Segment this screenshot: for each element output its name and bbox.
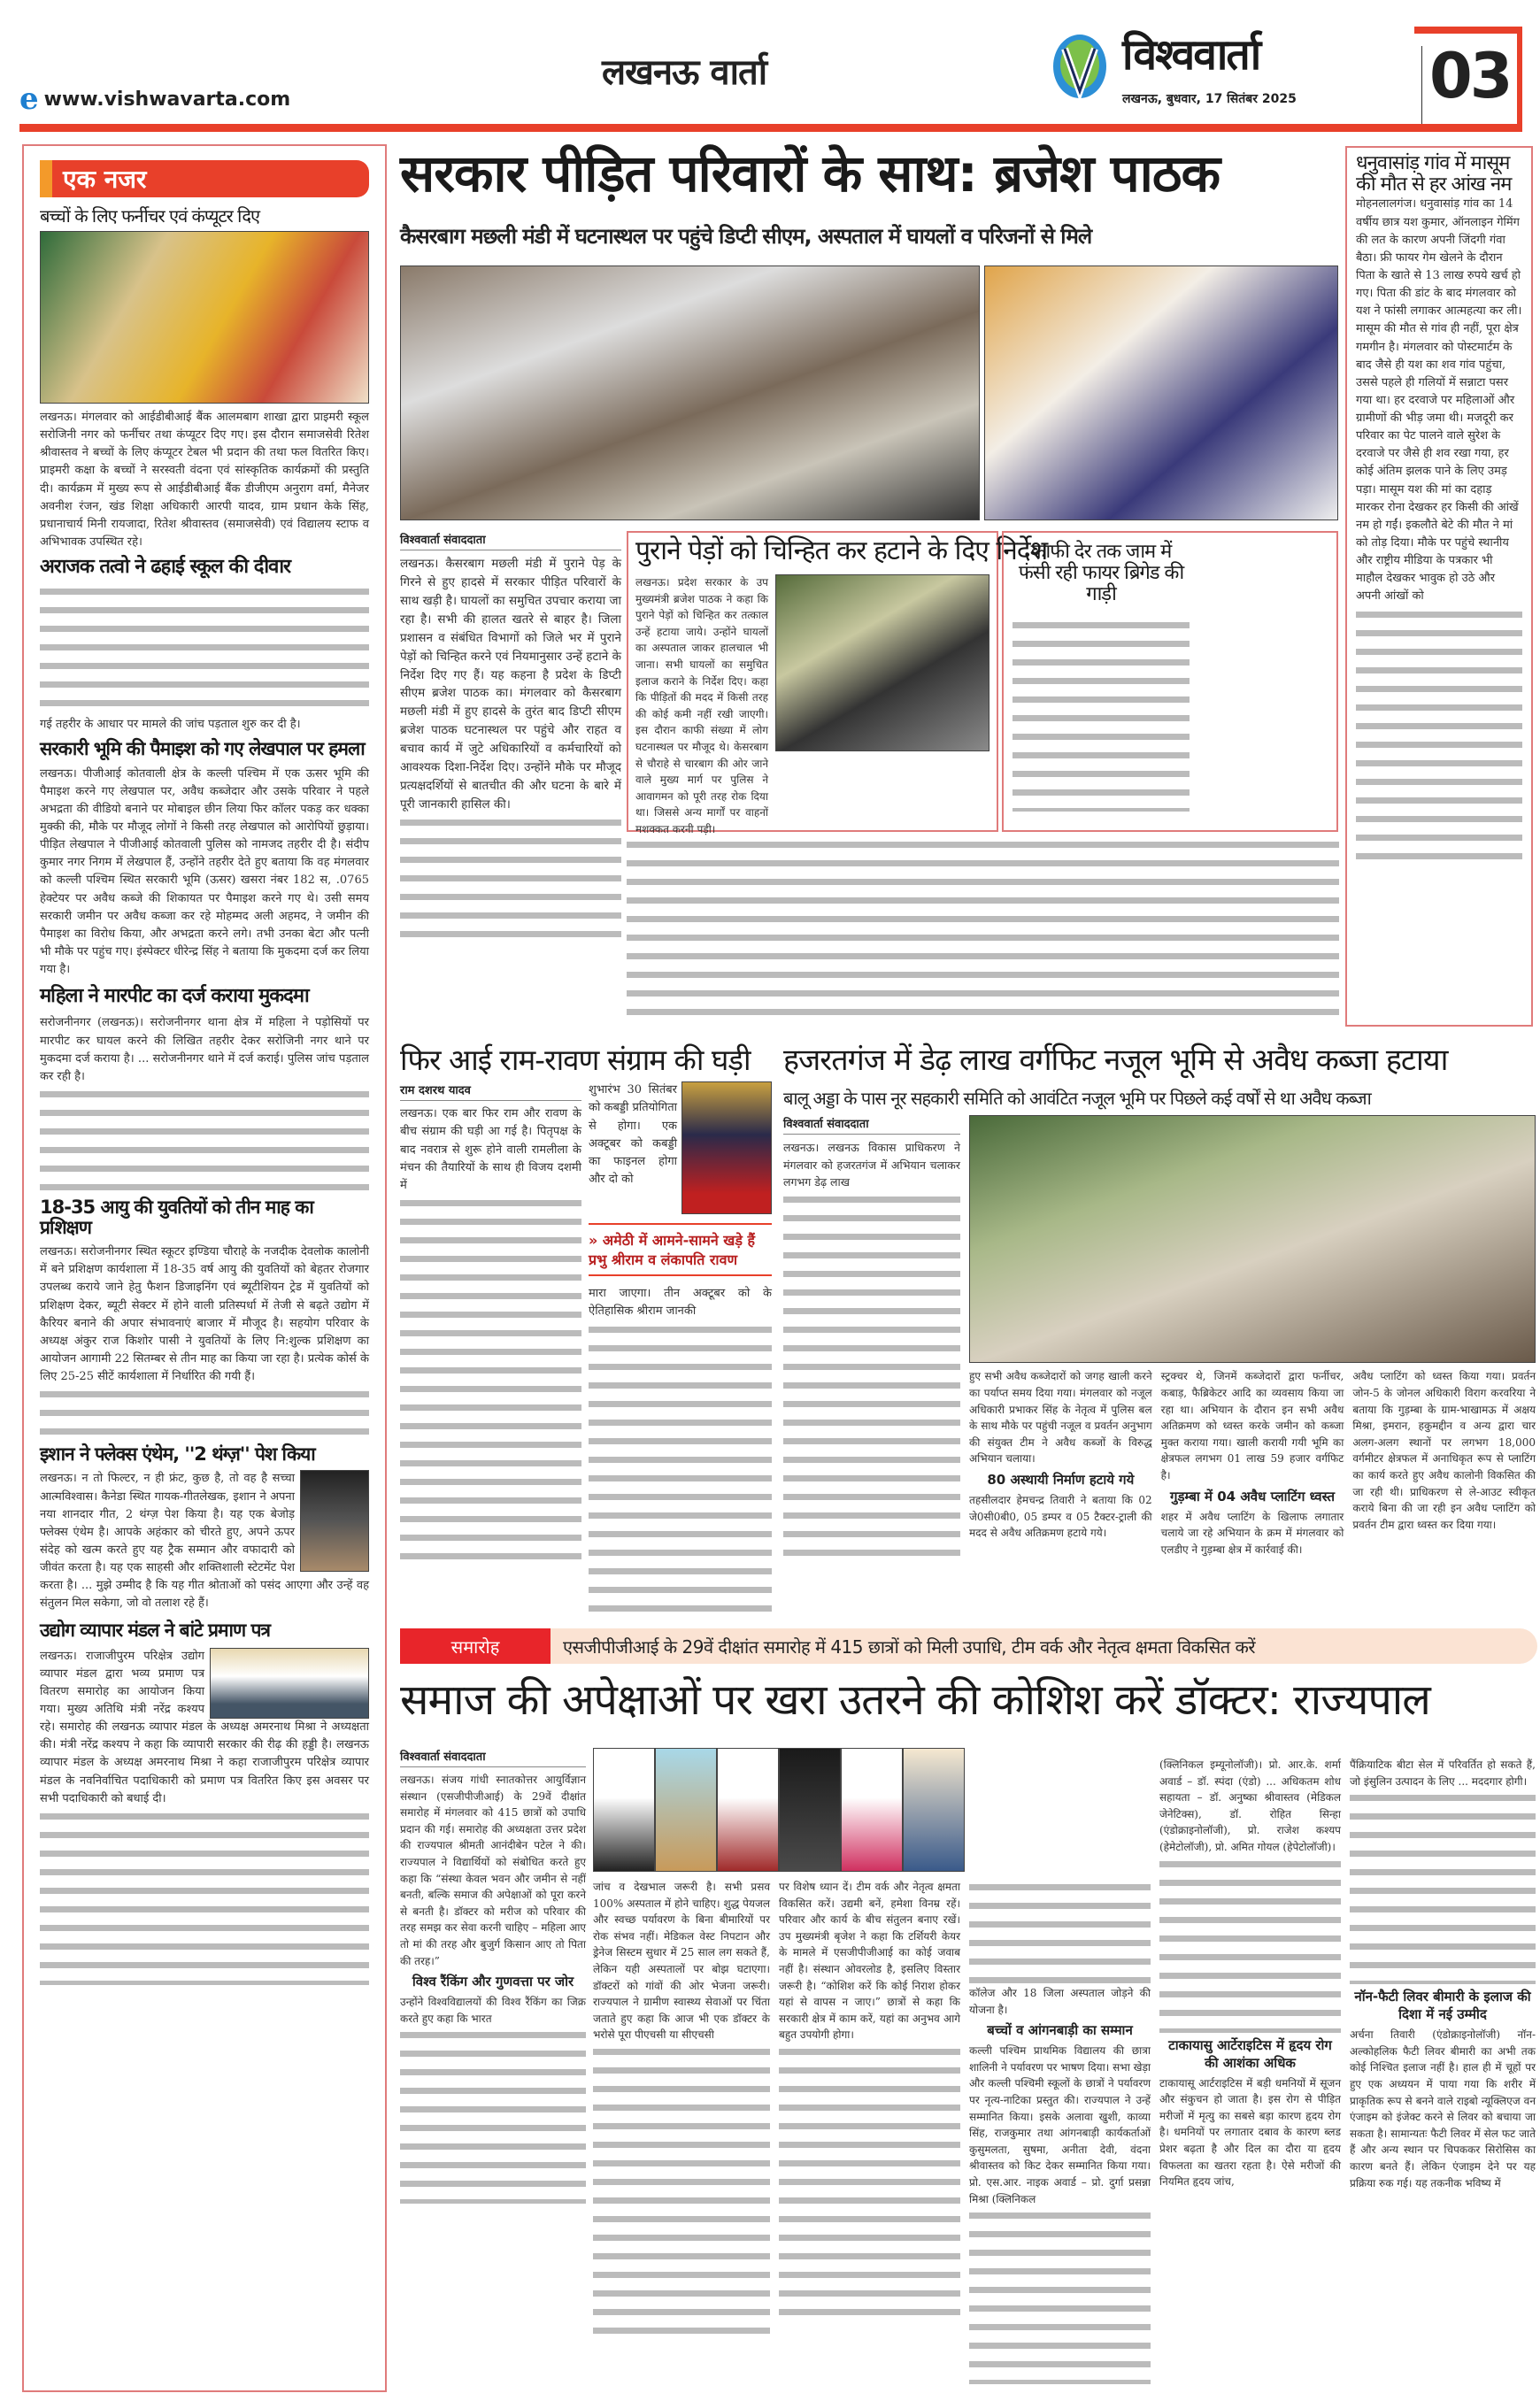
- vyapar-mandal-photo: [210, 1648, 369, 1719]
- article-body: लखनऊ। लखनऊ विकास प्राधिकरण ने मंगलवार को हजरतगंज में अभियान चलाकर लगभग डेढ़ लाख: [783, 1141, 960, 1189]
- arrow-icon: »: [589, 1232, 603, 1250]
- article-body-lines: [627, 836, 1339, 1027]
- byline: विश्ववार्ता संवाददाता: [400, 531, 621, 550]
- article-body-lines: [783, 1191, 960, 1563]
- article-body: हुए सभी अवैध कब्जेदारों को जगह खाली करने का पर्याप्त समय दिया गया। मंगलवार को नजूल अधिकारी प्रभाकर सिंह के नेतृत्व में पुलिस बल के साथ मौके पर पहुंची नजूल व प्रवर्तन अनुभाग की संयुक्त टीम ने अवैध कब्जों के विरुद्ध अभियान चलाया।: [969, 1370, 1152, 1466]
- subheading: 80 अस्थायी निर्माण हटाये गये: [987, 1471, 1135, 1488]
- fire-brigade-box: [1002, 531, 1338, 832]
- article-body-lines: [969, 1879, 1151, 1985]
- article-body-lines: [400, 1195, 581, 1566]
- article-body-lines: [1013, 617, 1190, 812]
- article-body: टाकायासू आर्टराइटिस में बड़ी धमनियों में सूजन और संकुचन हो जाता है। इस रोग से पीड़ित मरीजों में मृत्यु का सबसे बड़ा कारण हृदय रोग है। धमनियों पर लगातार दबाव के कारण ब्लड प्रेशर बढ़ता है और दिल का दौरा या हृदय विफलता का खतरा रहता है। ऐसे मरीजों की नियमित हृदय जांच,: [1159, 2076, 1341, 2189]
- article-body: लखनऊ। मंगलवार को आईडीबीआई बैंक आलमबाग शाखा द्वारा प्राइमरी स्कूल सरोजिनी नगर को फर्नीचर तथा कंप्यूटर दिए गए। इस दौरान समाजसेवी रितेश श्रीवास्तव ने बच्चों के लिए कंप्यूटर टेबल भी प्रदान की तथा फल वितरित किए। प्राइमरी कक्षा के बच्चों ने सरस्वती वंदना एवं सांस्कृतिक कार्यक्रमों की प्रस्तुति दी। कार्यक्रम में मुख्य रूप से आईडीबीआई बैंक डीजीएम अनुराग वर्मा, मैनेजर अवनीश रंजन, खंड शिक्षा अधिकारी आरपी यादव, ग्राम प्रधान केके सिंह, प्रधानाचार्य मिनी रायजादा, रितेश श्रीवास्तव (समाजसेवी) एवं विद्यालय स्टाफ व अभिभावक उपस्थित रहे।: [40, 411, 369, 549]
- subheading: टाकायासु आर्टेराइटिस में हृदय रोग की आशंका अधिक: [1168, 2036, 1332, 2071]
- ek-nazar-column: [22, 144, 387, 2392]
- sgpgi-article: [400, 1748, 1537, 2394]
- graduate-photo: [903, 1748, 965, 1872]
- article-body: गई तहरीर के आधार पर मामले की जांच पड़ताल शुरु कर दी है।: [40, 718, 301, 732]
- website-link[interactable]: [19, 81, 290, 117]
- right-column-box: [1345, 146, 1533, 1027]
- article-body-lines: [40, 1386, 369, 1439]
- page-number: 03: [1429, 40, 1511, 112]
- article-body-lines: [40, 1086, 369, 1192]
- fallen-tree-photo: [775, 574, 989, 751]
- section-title: लखनऊ वार्ता: [602, 52, 767, 93]
- article-body: अवैध प्लाटिंग को ध्वस्त किया गया। प्रवर्तन जोन-5 के जोनल अधिकारी विराग करवरिया ने बताया कि गुड़म्बा के ग्राम-भाखामऊ में अक्षय मिश्रा, इमरान, हकुमद्दीन व अन्य द्वारा चार अलग-अलग स्थानों पर लगभग 18,000 वर्गमीटर क्षेत्रफल में अनाधिकृत रूप से प्लाटिंग का कार्य करते हुए अवैध कालोनी विकसित की जा रही थी। प्राधिकरण से ले-आउट स्वीकृत कराये बिना की जा रही इन अवैध प्लाटिंग को प्रवर्तन टीम द्वारा ध्वस्त कर दिया गया।: [1352, 1370, 1536, 1531]
- dateline: लखनऊ, बुधवार, 17 सितंबर 2025: [1122, 92, 1297, 106]
- trees-box: [627, 531, 1048, 835]
- article-body: मोहनलालगंज। धनुवासांड़ गांव का 14 वर्षीय छात्र यश कुमार, ऑनलाइन गेमिंग की लत के कारण अपनी जिंदगी गंवा बैठा। फ्री फायर गेम खेलने के दौरान पिता के खाते से 13 लाख रुपये खर्च हो गए। पिता की डांट के बाद मंगलवार को यश ने फांसी लगाकर आत्महत्या कर ली। मासूम की मौत से गांव ही नहीं, पूरा क्षेत्र गमगीन है। मंगलवार को पोस्टमार्टम के बाद जैसे ही यश का शव गांव पहुंचा, उससे पहले ही गलियों में सन्नाटा पसर गया था। हर दरवाजे पर महिलाओं और ग्रामीणों की भीड़ जमा थी। मजदूरी कर परिवार का पेट पालने वाले सुरेश के दरवाजे पर जैसे ही शव रखा गया, हर कोई अंतिम झलक पाने के लिए उमड़ पड़ा। मासूम यश की मां का दहाड़ मारकर रोना देखकर हर किसी की आंखें नम हो गईं। इकलौते बेटे की मौत ने मां को तोड़ दिया। मौके पर पहुंचे स्थानीय और राष्ट्रीय मीडिया के पत्रकार भी माहौल देखकर भावुक हो उठे और अपनी आंखों को: [1356, 197, 1522, 604]
- article-body: लखनऊ। संजय गांधी स्नातकोत्तर आयुर्विज्ञान संस्थान (एसजीपीजीआई) के 29वें दीक्षांत समारोह में मंगलवार को 415 छात्रों को उपाधि प्रदान की गई। समारोह की अध्यक्षता उत्तर प्रदेश की राज्यपाल श्रीमती आनंदीबेन पटेल ने की। राज्यपाल ने विद्यार्थियों को संबोधित करते हुए कहा कि “संस्था केवल भवन और जमीन से नहीं बनती, बल्कि समाज की अपेक्षाओं को पूरा करने से बनती है। डॉक्टर को मरीज को परिवार की तरह समझ कर सेवा करनी चाहिए – महिला आए तो मां की तरह और बुजुर्ग किसान आए तो पिता की तरह।”: [400, 1774, 586, 1967]
- article-body: तहसीलदार हेमचन्द्र तिवारी ने बताया कि 02 जे0सी0बी0, 05 डम्पर व 05 टैक्टर-ट्राली की मदद से अवैध अतिक्रमण हटाये गये।: [969, 1493, 1152, 1540]
- hazratganj-headline: हजरतगंज में डेढ़ लाख वर्गफिट नजूल भूमि से अवैध कब्जा हटाया: [783, 1043, 1448, 1078]
- article-body: लखनऊ। कैसरबाग मछली मंडी में पुराने पेड़ के गिरने से हुए हादसे में सरकार पीड़ित परिवारों के साथ खड़ी है। घायलों का समुचित उपचार कराया जा रहा है। सभी की हालत खतरे से बाहर है। जिला प्रशासन व संबंधित विभागों को जिले भर में पुराने पेड़ों को चिन्हित करने एवं नियमानुसार उन्हें हटाने के निर्देश दिए गए हैं। यह कहना है प्रदेश के डिप्टी सीएम ब्रजेश पाठक का। मंगलवार को कैसरबाग मछली मंडी में हुए हादसे के तुरंत बाद डिप्टी सीएम ब्रजेश पाठक घटनास्थल पर पहुंचे और राहत व बचाव कार्य में जुटे अधिकारियों व कर्मचारियों को आवश्यक दिशा-निर्देश दिए। उन्होंने मौके पर मौजूद प्रत्यक्षदर्शियों से बातचीत की और घटना के बारे में पूरी जानकारी हासिल की।: [400, 557, 621, 812]
- paper-logo: [1049, 31, 1111, 102]
- trees-headline: पुराने पेड़ों को चिन्हित कर हटाने के दिए निर्देश: [635, 535, 1048, 566]
- byline: राम दशरथ यादव: [400, 1081, 581, 1101]
- subheading: नॉन-फैटी लिवर बीमारी के इलाज की दिशा में नई उम्मीद: [1354, 1989, 1531, 2023]
- website-url: www.vishwavarta.com: [43, 88, 291, 111]
- article-body: लखनऊ। एक बार फिर राम और रावण के बीच संग्राम की घड़ी आ गई है। पितृपक्ष के बाद नवरात्र से शुरू होने वाली रामलीला के मंचन की तैयारियों के साथ ही विजय दशमी में: [400, 1107, 581, 1192]
- article-body-lines: [400, 2027, 586, 2204]
- article-body: लखनऊ। प्रदेश सरकार के उप मुख्यमंत्री ब्रजेश पाठक ने कहा कि पुराने पेड़ों को चिन्हित कर तत्काल उन्हें हटाया जाये। उन्होंने घायलों का अस्पताल जाकर हालचाल भी जाना। सभी घायलों का समुचित इलाज कराने के निर्देश दिए। कहा कि पीड़ितों की मदद में किसी तरह की कोई कमी नहीं रखी जाएगी। इस दौरान काफी संख्या में लोग घटनास्थल पर मौजूद थे। केसरबाग से चौराहे से चारबाग की ओर जाने वाले मुख्य मार्ग पर पुलिस ने आवागमन को पूरी तरह रोक दिया था। जिससे अन्य मार्गों पर वाहनों मशक्कत करनी पड़ी।: [635, 576, 768, 835]
- article-body: शहर में अवैध प्लाटिंग के खिलाफ लगातार चलाये जा रहे अभियान के क्रम में मंगलवार को एलडीए ने गुड़म्बा क्षेत्र में कार्रवाई की।: [1160, 1510, 1344, 1556]
- article-body-lines: [40, 1808, 369, 1985]
- lead-article: [400, 531, 621, 947]
- article-body-lines: [589, 1321, 772, 1613]
- article-body: लखनऊ। पीजीआई कोतवाली क्षेत्र के कल्ली पश्चिम में एक ऊसर भूमि की पैमाइश करने गए लेखपाल पर, अवैध कब्जेदार और उसके परिवार ने पहले अभद्रता की वीडियो बनाने पर मोबाइल छीन लिया फिर कॉलर पकड़ कर धक्का मुक्की की, मौके पर मौजूद लोगों ने किसी तरह लेखपाल को आरोपियों छुड़ाया। पीड़ित लेखपाल ने पीजीआई कोतवाली पुलिस को नामजद तहरीर दी है। संदीप कुमार नगर निगम में लेखपाल हैं, उन्होंने तहरीर देते हुए बताया कि वह मंगलवार को कल्ली पश्चिम स्थित सरकारी भूमि (ऊसर) खसरा नंबर 182 स, .0765 हेक्टेयर पर अवैध कब्जे की शिकायत पर पैमाइश करने गए थे। उसी समय सरकारी जमीन पर अवैध कब्जा कर रहे मोहम्मद अली अहमद, ने जमीन की पैमाइश का विरोध किया, और अभद्रता करने लगे। तभी उनका बेटा और पत्नी भी मौके पर पहुंच गए। इंस्पेक्टर धीरेन्द्र सिंह ने बताया कि मुकदमा दर्ज कर लिया गया है।: [40, 766, 369, 977]
- article-body: मारा जाएगा। तीन अक्टूबर को के ऐतिहासिक श्रीराम जानकी: [589, 1287, 772, 1319]
- article-body: पर विशेष ध्यान दें। टीम वर्क और नेतृत्व क्षमता विकसित करें। उद्यमी बनें, हमेशा विनम्र रहें। परिवार और कार्य के बीच संतुलन बनाए रखें। उप मुख्यमंत्री बृजेश ने कहा कि टर्शियरी केयर के मामले में एसजीपीजीआई का कोई जवाब नहीं है। संस्थान ओवरलोड है, इसलिए विस्तार जरूरी है। “कोशिश करें कि कोई निराश होकर यहां से वापस न जाए।” छात्रों से कहा कि सरकारी क्षेत्र में काम करें, यहां का अनुभव आगे बहुत उपयोगी होगा।: [779, 1881, 960, 2042]
- sgpgi-headline: समाज की अपेक्षाओं पर खरा उतरने की कोशिश करें डॉक्टर: राज्यपाल: [400, 1675, 1430, 1725]
- samaroh-tag: समारोह: [400, 1628, 551, 1664]
- paper-name: विश्ववार्ता: [1122, 30, 1260, 80]
- browser-e-icon: e: [19, 81, 39, 117]
- divider: [1421, 46, 1422, 124]
- article-body: पैंक्रियाटिक बीटा सेल में परिवर्तित हो सकते हैं, जो इंसुलिन उत्पादन के लिए ... मददगार होगी।: [1350, 1758, 1536, 1788]
- article-title: 18-35 आयु की युवतियों को तीन माह का प्रशिक्षण: [40, 1196, 313, 1239]
- lead-subhead: कैसरबाग मछली मंडी में घटनास्थल पर पहुंचे डिप्टी सीएम, अस्पताल में घायलों व परिजनों से मिले: [400, 224, 1092, 249]
- article-body-lines: [400, 814, 621, 947]
- right-headline: धनुवासांड़ गांव में मासूम की मौत से हर आंख नम: [1356, 152, 1512, 196]
- article-body: लखनऊ। राजाजीपुरम परिक्षेत्र उद्योग व्यापार मंडल द्वारा भव्य प्रमाण पत्र वितरण समारोह का आयोजन किया गया। मुख्य अतिथि मंत्री नरेंद्र कश्यप रहे। समारोह की लखनऊ व्यापार मंडल के अध्यक्ष अमरनाथ मिश्रा ने अध्यक्षता की। मंत्री नरेंद्र कश्यप ने कहा कि व्यापारी सरकार की रीढ़ की हड्डी है। लखनऊ व्यापार मंडल के अध्यक्ष अमरनाथ मिश्रा ने कहा राजाजीपुरम परिक्षेत्र व्यापार मंडल के नवनिर्वाचित पदाधिकारी को प्रमाण पत्र वितरित किए इस अवसर पर सभी पदाधिकारी को बधाई दी।: [40, 1649, 369, 1805]
- callout-text: अमेठी में आमने-सामने खड़े हैं प्रभु श्रीराम व लंकापति रावण: [589, 1232, 755, 1269]
- graduate-photo: [841, 1748, 903, 1872]
- ramlila-headline: फिर आई राम-रावण संग्राम की घड़ी: [400, 1043, 751, 1077]
- article-body: उन्होंने विश्वविद्यालयों की विश्व रैंकिंग का जिक्र करते हुए कहा कि भारत: [400, 1996, 586, 2025]
- samaroh-strap-text: एसजीपीजीआई के 29वें दीक्षांत समारोह में 415 छात्रों को मिली उपाधि, टीम वर्क और नेतृत्व क्षमता विकसित करें: [563, 1635, 1256, 1658]
- article-body: लखनऊ। सरोजनीनगर स्थित स्कूटर इण्डिया चौराहे के नजदीक देवलोक कालोनी में बने प्रशिक्षण कार्यशाला में 18-35 वर्ष आयु की युवतियों को बेहतर रोजगार उपलब्ध कराये जाने हेतु फैशन डिजाइनिंग एवं ब्यूटीशियन ट्रेड में युवतियों को प्रशिक्षण देकर, ब्यूटी सेक्टर में होने वाली प्रतिस्पर्धा में तेजी से बढ़ते उद्योग में कैरियर बनाने की अपार संभावनाएं बाजार में मौजूद है। सहयोग परिवार के अध्यक्ष अंकुर राज किशोर पासी ने युवतियों के लिए नि:शुल्क प्रशिक्षण का आयोजन आगामी 22 सितम्बर से तीन माह का किया जा रहा है। प्रत्येक कोर्स के लिए 25-25 सीटें कार्यशाला में निर्धारित की गयी हैं।: [40, 1245, 369, 1384]
- article-body-lines: [40, 583, 369, 716]
- byline: विश्ववार्ता संवाददाता: [783, 1115, 960, 1135]
- subheading: गुड़म्बा में 04 अवैध प्लाटिंग ध्वस्त: [1170, 1488, 1335, 1504]
- subheading: विश्व रैंकिंग और गुणवत्ता पर जोर: [412, 1974, 574, 1990]
- article-body: जांच व देखभाल जरूरी है। सभी प्रसव 100% अस्पताल में होने चाहिए। शुद्ध पेयजल और स्वच्छ पर्यावरण के बिना बीमारियों पर रोक संभव नहीं। मेडिकल वेस्ट निपटान और ड्रेनेज सिस्टम सुधार में 25 साल लग सकते हैं, लेकिन यही अस्पतालों पर बोझ घटाएगा। डॉक्टरों को गांवों की ओर भेजना जरूरी। राज्यपाल ने ग्रामीण स्वास्थ्य सेवाओं पर चिंता जताते हुए कहा कि आज भी एक डॉक्टर के भरोसे पूरा पीएचसी या सीएचसी: [593, 1881, 770, 2042]
- article-body-lines: [1159, 1856, 1341, 2033]
- article-body-lines: [593, 2043, 770, 2336]
- samaroh-strap: [400, 1628, 1537, 1664]
- article-body: शुभारंभ 30 सितंबर को कबड्डी प्रतियोगिता से होगा। एक अक्टूबर को कबड्डी का फाइनल होगा और दो को: [589, 1083, 677, 1186]
- graduate-photo: [593, 1748, 655, 1872]
- article-body-lines: [1350, 1789, 1536, 1984]
- article-body-lines: [779, 2043, 960, 2318]
- article-body-lines: [969, 2207, 1151, 2384]
- demolition-photo: [969, 1115, 1536, 1363]
- subheading: बच्चों व आंगनबाड़ी का सम्मान: [987, 2022, 1133, 2039]
- lead-headline: सरकार पीड़ित परिवारों के साथ: ब्रजेश पाठक: [400, 143, 1220, 204]
- hazratganj-subhead: बालू अड्डा के पास नूर सहकारी समिति को आवंटित नजूल भूमि पर पिछले कई वर्षों से था अवैध कब्जा: [783, 1088, 1371, 1110]
- ravan-effigy-photo: [681, 1081, 772, 1214]
- graduate-photos: [593, 1748, 965, 1872]
- ramlila-article: [400, 1044, 772, 1611]
- article-title: उद्योग व्यापार मंडल ने बांटे प्रमाण पत्र: [40, 1619, 270, 1641]
- graduate-photo: [717, 1748, 779, 1872]
- article-body: कॉलेज और 18 जिला अस्पताल जोड़ने की योजना है।: [969, 1987, 1151, 2016]
- article-title: इशान ने फ्लेक्स एंथेम, ''2 थंग्ज़'' पेश किया: [40, 1443, 315, 1466]
- article-title: महिला ने मारपीट का दर्ज कराया मुकदमा: [40, 985, 309, 1008]
- graduate-photo: [779, 1748, 841, 1872]
- article-title: बच्चों के लिए फर्नीचर एवं कंप्यूटर दिए: [40, 205, 260, 227]
- school-photo: [40, 231, 369, 404]
- article-body: अर्चना तिवारी (एंडोक्राइनोलॉजी) नॉन-अल्कोहलिक फैटी लिवर बीमारी का अभी तक कोई निश्चित इलाज नहीं है। हाल ही में चूहों पर हुए एक अध्ययन में पाया गया कि शरीर में प्राकृतिक रूप से बनने वाले राइबो न्यूक्लिएज वन एंजाइम को इंजेक्ट करने से लिवर को बचाया जा सकता है। सामान्यतः फैटी लिवर में सेल फट जाते हैं और अन्य स्थान पर चिपककर सिरोसिस का कारण बनते हैं। लेकिन एंजाइम देने पर यह प्रक्रिया रुक गई। यह तकनीक भविष्य में: [1350, 2028, 1536, 2189]
- byline: विश्ववार्ता संवाददाता: [400, 1748, 586, 1767]
- singer-photo: [300, 1470, 369, 1572]
- article-body: (क्लिनिकल इम्यूनोलॉजी)। प्रो. आर.के. शर्मा अवार्ड – डॉ. स्पंदा (एंडो) ... अधिकतम शोध सहायता – डॉ. अनुष्का श्रीवास्तव (मेडिकल जेनेटिक्स), डॉ. रोहित सिन्हा (एंडोक्राइनोलॉजी), प्रो. राजेश कश्यप (हेमेटोलॉजी), प्रो. अमित गोयल (हेपेटोलॉजी)।: [1159, 1758, 1341, 1853]
- graduate-photo: [655, 1748, 717, 1872]
- hazratganj-article: [783, 1044, 1536, 1611]
- article-body: सरोजनीनगर (लखनऊ)। सरोजनीनगर थाना क्षेत्र में महिला ने पड़ोसियों पर मारपीट कर घायल करने की लिखित तहरीर देकर सरोजिनी नगर थाने पर मुकदमा दर्ज कराया है। ... सरोजनीनगर थाने में दर्ज कराई। पुलिस जांच पड़ताल कर रही है।: [40, 1016, 369, 1083]
- masthead: [0, 0, 1540, 133]
- header-rule: [19, 124, 1522, 132]
- lead-photo-crowd: [400, 265, 980, 520]
- article-title: अराजक तत्वो ने ढहाई स्कूल की दीवार: [40, 556, 291, 579]
- article-body: लखनऊ। न तो फिल्टर, न ही फ्रंट, कुछ है, तो वह है सच्चा आत्मविश्वास। कैनेडा स्थित गायक-गीतलेखक, इशान ने अपना नया शानदार गीत, 2 थंग्ज़ पेश किया है। यह एक बेजोड़ फ्लेक्स एंथेम है। आपके अहंकार को चीरते हुए, अपने ऊपर संदेह को खत्म करते हुए यह ट्रैक सम्मान और वफादारी को जीवंत करता है। यह एक साहसी और शक्तिशाली स्टेटमेंट पेश करता है। ... मुझे उम्मीद है कि यह गीत श्रोताओं को पसंद आएगा और उन्हें वह संतुलन मिल सकेगा, जो वो तलाश रहे हैं।: [40, 1472, 369, 1611]
- lead-photo-hospital: [984, 265, 1338, 520]
- article-body: स्ट्रक्चर थे, जिनमें कब्जेदारों द्वारा फर्नीचर, कबाड़, फैब्रिकेटर आदि का व्यवसाय किया जा रहा था। अभियान के दौरान इन सभी अवैध अतिक्रमण को ध्वस्त करके जमीन को कब्जा मुक्त कराया गया। खाली करायी गयी भूमि का क्षेत्रफल लगभग 01 लाख 59 हजार वर्गफिट है।: [1160, 1370, 1344, 1481]
- article-body: कल्ली पश्चिम प्राथमिक विद्यालय की छात्रा शालिनी ने पर्यावरण पर भाषण दिया। सभा खेड़ा और कल्ली पश्चिमी स्कूलों के छात्रों ने पर्यावरण पर नृत्य-नाटिका प्रस्तुत की। राज्यपाल ने उन्हें सम्मानित किया। इसके अलावा खुशी, काव्या सिंह, राजकुमार तथा आंगनबाड़ी कार्यकर्ताओं कुसुमलता, सुषमा, अनीता देवी, वंदना श्रीवास्तव को किट देकर सम्मानित किया गया। प्रो. एस.आर. नाइक अवार्ड – प्रो. दुर्गा प्रसन्ना मिश्रा (क्लिनिकल: [969, 2044, 1151, 2205]
- article-body-lines: [1356, 606, 1522, 872]
- ek-nazar-label: एक नजर: [40, 160, 369, 197]
- callout: [589, 1223, 772, 1276]
- fire-headline: काफी देर तक जाम में फंसी रही फायर ब्रिगेड की गाड़ी: [1018, 541, 1184, 606]
- article-title: सरकारी भूमि की पैमाइश को गए लेखपाल पर हमला: [40, 738, 365, 760]
